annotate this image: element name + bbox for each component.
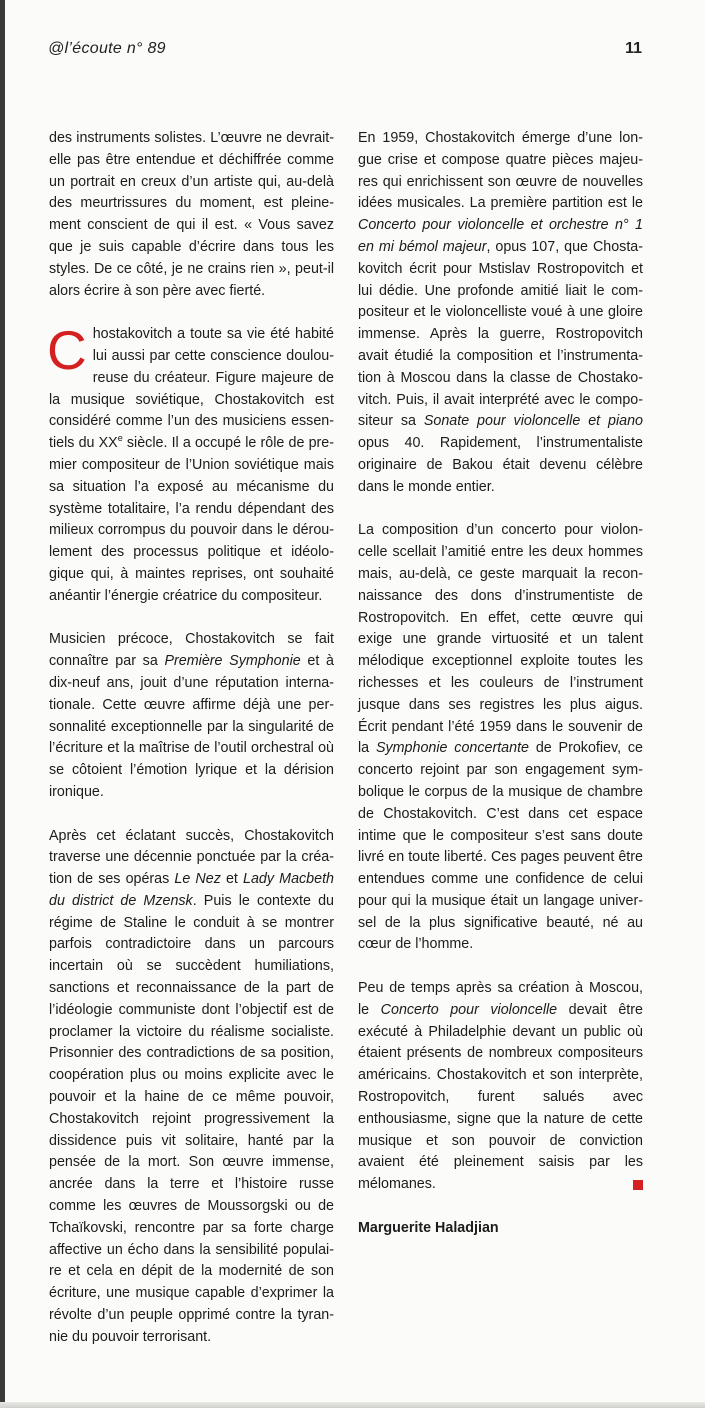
paragraph-text: La composition d’un concerto pour violoncelle scellait l’amitié entre les deux hommes mais, au-delà, ce geste marquait la reconnaissance des dons d’instrumentiste de Rostropovitch. En effet, cette œuvre qui exige une grande virtuosité et un talent mélodique exceptionnel exploite toutes les richesses et les couleurs de l’instrument jusque dans ses registres les plus aigus. Écrit pendant l’été 1959 dans le souvenir de la: [358, 522, 643, 757]
scan-left-edge: [0, 0, 5, 1408]
left-column: [49, 128, 334, 1370]
work-title: Concerto pour violoncelle: [380, 1001, 558, 1018]
paragraph-5: [358, 128, 643, 499]
drop-cap: C: [47, 319, 87, 382]
work-title: Concerto pour violoncelle et orchestre n° 1 en mi bémol majeur: [358, 217, 643, 255]
work-title: Sonate pour violoncelle et piano: [423, 413, 643, 430]
red-square-end-icon: [633, 1180, 643, 1190]
paragraph-4: [49, 826, 334, 1349]
paragraph-text: hostakovitch a toute sa vie été habité lui aussi par cette conscience douloureuse du créateur. Figure majeure de la musique soviétique, Chostakovitch est considéré comme l’un des musiciens essentiels du XX: [49, 326, 334, 452]
paragraph-text: de Prokofiev, ce concerto rejoint par son engagement symbolique le corpus de la musique de chambre de Chostakovitch. C’est dans cet espace intime que le compositeur s’est sans doute livré en toute liberté. Ces pages peuvent être entendues comme une confidence de celui pour qui la musique était un langage universel de la plus significative beauté, né au cœur de l’homme.: [358, 740, 643, 953]
paragraph-text: devait être exécuté à Philadelphie devant un public où étaient présents de nombreux compositeurs américains. Chostakovitch et son interprète, Rostropovitch, furent salués avec enthousiasme, signe que la nature de cette musique et son pouvoir de conviction avaient été pleinement saisis par les mélomanes.: [358, 1001, 643, 1193]
paragraph-text: Musicien précoce, Chostakovitch se fait connaître par sa: [49, 631, 334, 670]
paragraph-3: [49, 629, 334, 803]
author-name: Marguerite Haladjian: [358, 1219, 499, 1236]
work-title: Le Nez: [174, 871, 221, 888]
superscript: e: [117, 433, 123, 444]
paragraph-text: , opus 107, que Chostakovitch écrit pour Mstislav Rostropovitch et lui dédie. Une profonde amitié liait le compositeur et le violoncelliste voué à une gloire immense. Après la guerre, Rostropovitch avait étudié la composition et l’instrumentation à Moscou dans la classe de Chostakovitch. Puis, il avait interprété avec le compositeur sa: [358, 238, 644, 430]
paragraph-text: des instruments solistes. L’œuvre ne devraitelle pas être entendue et déchiffrée comme un portrait en creux d’un artiste qui, au-delà des meurtrissures du moment, est pleinement conscient de qui il est. « Vous savez que je suis capable d’écrire dans tous les styles. De ce côté, je ne crains rien », peut-il alors écrire à son père avec fierté.: [49, 130, 334, 299]
paragraph-text: . Puis le contexte du régime de Staline le conduit à se montrer parfois contradictoire dans un parcours incertain où se succèdent humiliations, sanctions et reconnaissance de la part de l’idéologie communiste dont l’objectif est de proclamer la victoire du réalisme socialiste. Prisonnier des contradictions de sa position, coopération plus ou moins explicite avec le pouvoir et la haine de ce même pouvoir, Chostakovitch rejoint progressivement la dissidence puis vit solitaire, hanté par la pensée de la mort. Son œuvre immense, ancrée dans la terre et l’histoire russe comme les œuvres de Moussorgski ou de Tchaïkovski, rencontre par sa forte charge affective un écho dans la sensibilité populaire et cela en dépit de la modernité de son écriture, une musique capable d’exprimer la révolte d’un peuple opprimé contre la tyrannie du pouvoir terrorisant.: [49, 892, 334, 1345]
scan-bottom-edge: [0, 1402, 705, 1408]
paragraph-7: [358, 978, 643, 1196]
work-title: Première Symphonie: [164, 653, 301, 670]
paragraph-text: En 1959, Chostakovitch émerge d’une longue crise et compose quatre pièces majeures qui enrichissent son œuvre de nouvelles idées musicales. La première partition est le: [358, 130, 643, 212]
work-title: Lady Macbeth du district de Mzensk: [49, 871, 334, 909]
right-column: [358, 128, 643, 1261]
paragraph-text: et: [220, 871, 244, 888]
paragraph-text: et à dix-neuf ans, jouit d’une réputation internationale. Cette œuvre affirme déjà une personnalité exceptionnelle par la singularité de l’écriture et la maîtrise de l’outil orchestral où se côtoient l’émotion lyrique et la dérision ironique.: [49, 653, 334, 800]
paragraph-1: [49, 128, 334, 302]
paragraph-text: Après cet éclatant succès, Chostakovitch traverse une décennie ponctuée par la création de ses opéras: [49, 827, 334, 888]
work-title: Symphonie concertante: [375, 740, 530, 757]
paragraph-text: Peu de temps après sa création à Moscou, le: [358, 980, 643, 1018]
paragraph-6: [358, 520, 643, 956]
page-number: 11: [625, 40, 642, 57]
paragraph-text: opus 40. Rapidement, l’instrumentaliste originaire de Bakou était devenu célèbre dans le monde entier.: [358, 435, 643, 495]
paragraph-2: [47, 319, 334, 607]
paragraph-text: siècle. Il a occupé le rôle de premier compositeur de l’Union soviétique mais sa situation l’a exposé au mécanisme du système totalitaire, l’a rendu dépendant des milieux corrompus du pouvoir dans le déroulement des processus politique et idéologique qui, à maintes reprises, ont souhaité anéantir l’énergie créatrice du compositeur.: [49, 435, 334, 604]
publication-header: @l’écoute n° 89: [48, 40, 166, 57]
